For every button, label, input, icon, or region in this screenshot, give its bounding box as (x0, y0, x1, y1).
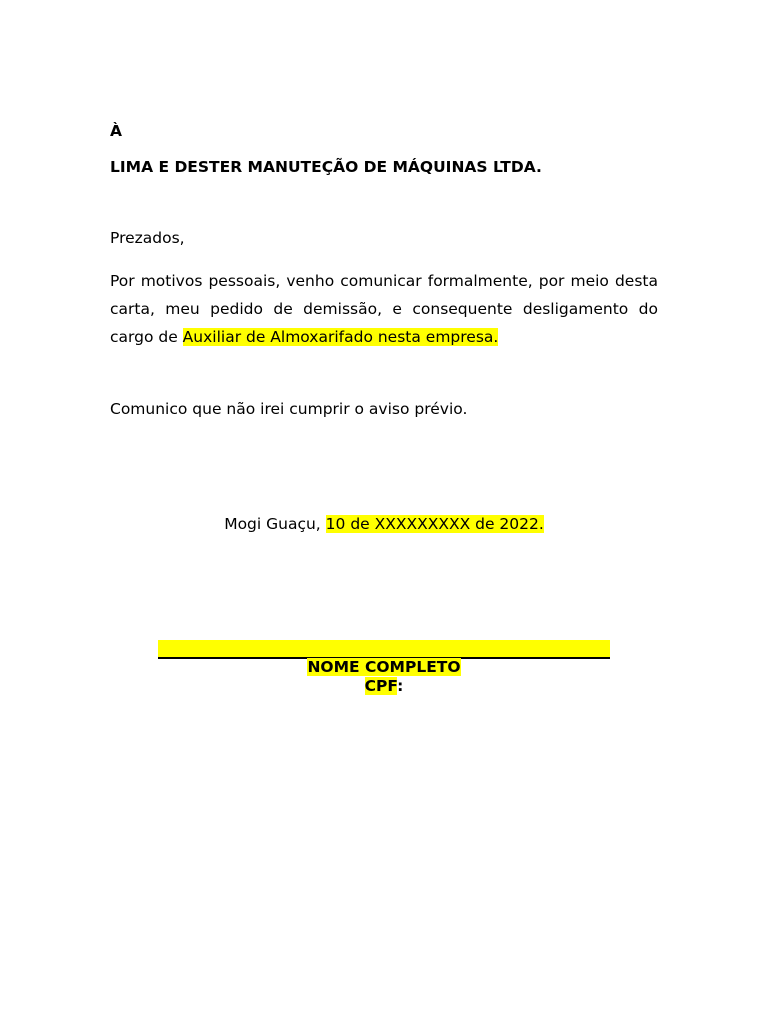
signature-cpf-colon: : (397, 677, 404, 695)
resignation-paragraph (110, 267, 658, 351)
job-title-highlight: Auxiliar de Almoxarifado nesta empresa. (182, 328, 499, 346)
recipient-prefix: À (110, 122, 122, 140)
date-city: Mogi Guaçu, (224, 515, 326, 533)
notice-paragraph: Comunico que não irei cumprir o aviso prévio. (110, 400, 468, 418)
date-highlight: 10 de XXXXXXXXX de 2022. (325, 515, 544, 533)
greeting: Prezados, (110, 229, 185, 247)
signature-block-name (0, 658, 768, 677)
signature-cpf-label: CPF (364, 677, 398, 695)
resignation-text: Por motivos pessoais, venho comunicar formalmente, por meio desta carta, meu pedido de demissão, e consequente desligamento do cargo de (110, 272, 658, 346)
date-line (0, 513, 768, 535)
signature-rule (158, 640, 610, 659)
signature-block-cpf (0, 677, 768, 696)
signature-name: NOME COMPLETO (307, 658, 461, 676)
company-name: LIMA E DESTER MANUTEÇÃO DE MÁQUINAS LTDA. (110, 158, 542, 176)
